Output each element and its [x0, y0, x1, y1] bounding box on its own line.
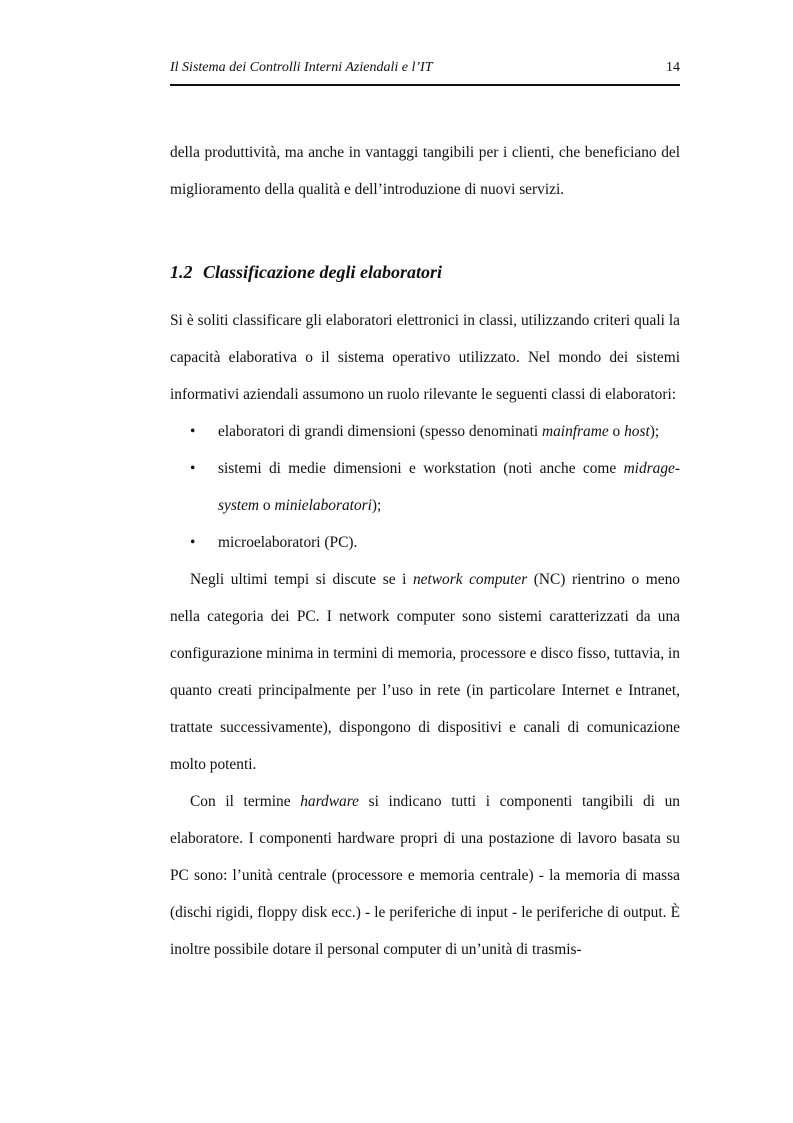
bullet-item-pc	[170, 524, 680, 561]
paragraph-network-computer	[170, 561, 680, 783]
intro-paragraph-block	[170, 134, 680, 208]
bullet-emphasis: midrage-system	[218, 460, 680, 514]
bullet-item-midrange	[170, 450, 680, 524]
running-header-title: Il Sistema dei Controlli Interni Aziendali e l’IT	[170, 60, 433, 75]
bullet-text: );	[649, 423, 660, 440]
bullet-icon: •	[190, 534, 196, 551]
section-number: 1.2	[170, 262, 193, 282]
section-body	[170, 302, 680, 968]
paragraph-emphasis: network computer	[412, 571, 528, 588]
bullet-emphasis: host	[624, 423, 650, 440]
paragraph-hardware	[170, 783, 680, 968]
bullet-emphasis: mainframe	[542, 423, 609, 440]
paragraph-text: si indicano tutti i componenti tangibili di un elaboratore. I componenti hardware propri di una postazione di lavoro basata su PC sono: l’unità centrale (processore e memoria centrale) - la memoria di massa (dischi rigidi, floppy disk ecc.) - le periferiche di input - le periferiche di output. È inoltre possibile dotare il personal computer di un’unità di trasmis-	[170, 793, 680, 958]
bullet-list	[170, 413, 680, 561]
bullet-icon: •	[190, 460, 196, 477]
bullet-item-mainframe	[170, 413, 680, 450]
bullet-emphasis: minielaboratori	[274, 497, 372, 514]
paragraph-emphasis: hardware	[300, 793, 359, 810]
bullet-text: sistemi di medie dimensioni e workstation (noti anche come	[218, 460, 624, 477]
paragraph-text: (NC) rientrino o meno nella categoria dei PC. I network computer sono sistemi caratterizzati da una configurazione minima in termini di memoria, processore e disco fisso, tuttavia, in quanto creati principalmente per l’uso in rete (in particolare Internet e Intranet, trattate successivamente), dispongono di dispositivi e canali di comunicazione molto potenti.	[170, 571, 680, 773]
bullet-text: o	[259, 497, 275, 514]
bullet-text: o	[608, 423, 625, 440]
bullet-icon: •	[190, 423, 196, 440]
bullet-text: elaboratori di grandi dimensioni (spesso denominati	[218, 423, 542, 440]
bullet-text: );	[371, 497, 382, 514]
section-heading	[170, 262, 442, 283]
bullet-text: microelaboratori (PC).	[218, 534, 358, 551]
paragraph-classification: Si è soliti classificare gli elaboratori elettronici in classi, utilizzando criteri quali la capacità elaborativa o il sistema operativo utilizzato. Nel mondo dei sistemi informativi aziendali assumono un ruolo rilevante le seguenti classi di elaboratori:	[170, 312, 680, 403]
section-title: Classificazione degli elaboratori	[203, 262, 443, 282]
header-rule	[170, 84, 680, 86]
intro-paragraph: della produttività, ma anche in vantaggi tangibili per i clienti, che beneficiano del miglioramento della qualità e dell’introduzione di nuovi servizi.	[170, 144, 680, 198]
page-number: 14	[666, 60, 680, 75]
paragraph-text: Negli ultimi tempi si discute se i	[190, 571, 413, 588]
running-header	[170, 60, 680, 80]
paragraph-text: Con il termine	[190, 793, 301, 810]
